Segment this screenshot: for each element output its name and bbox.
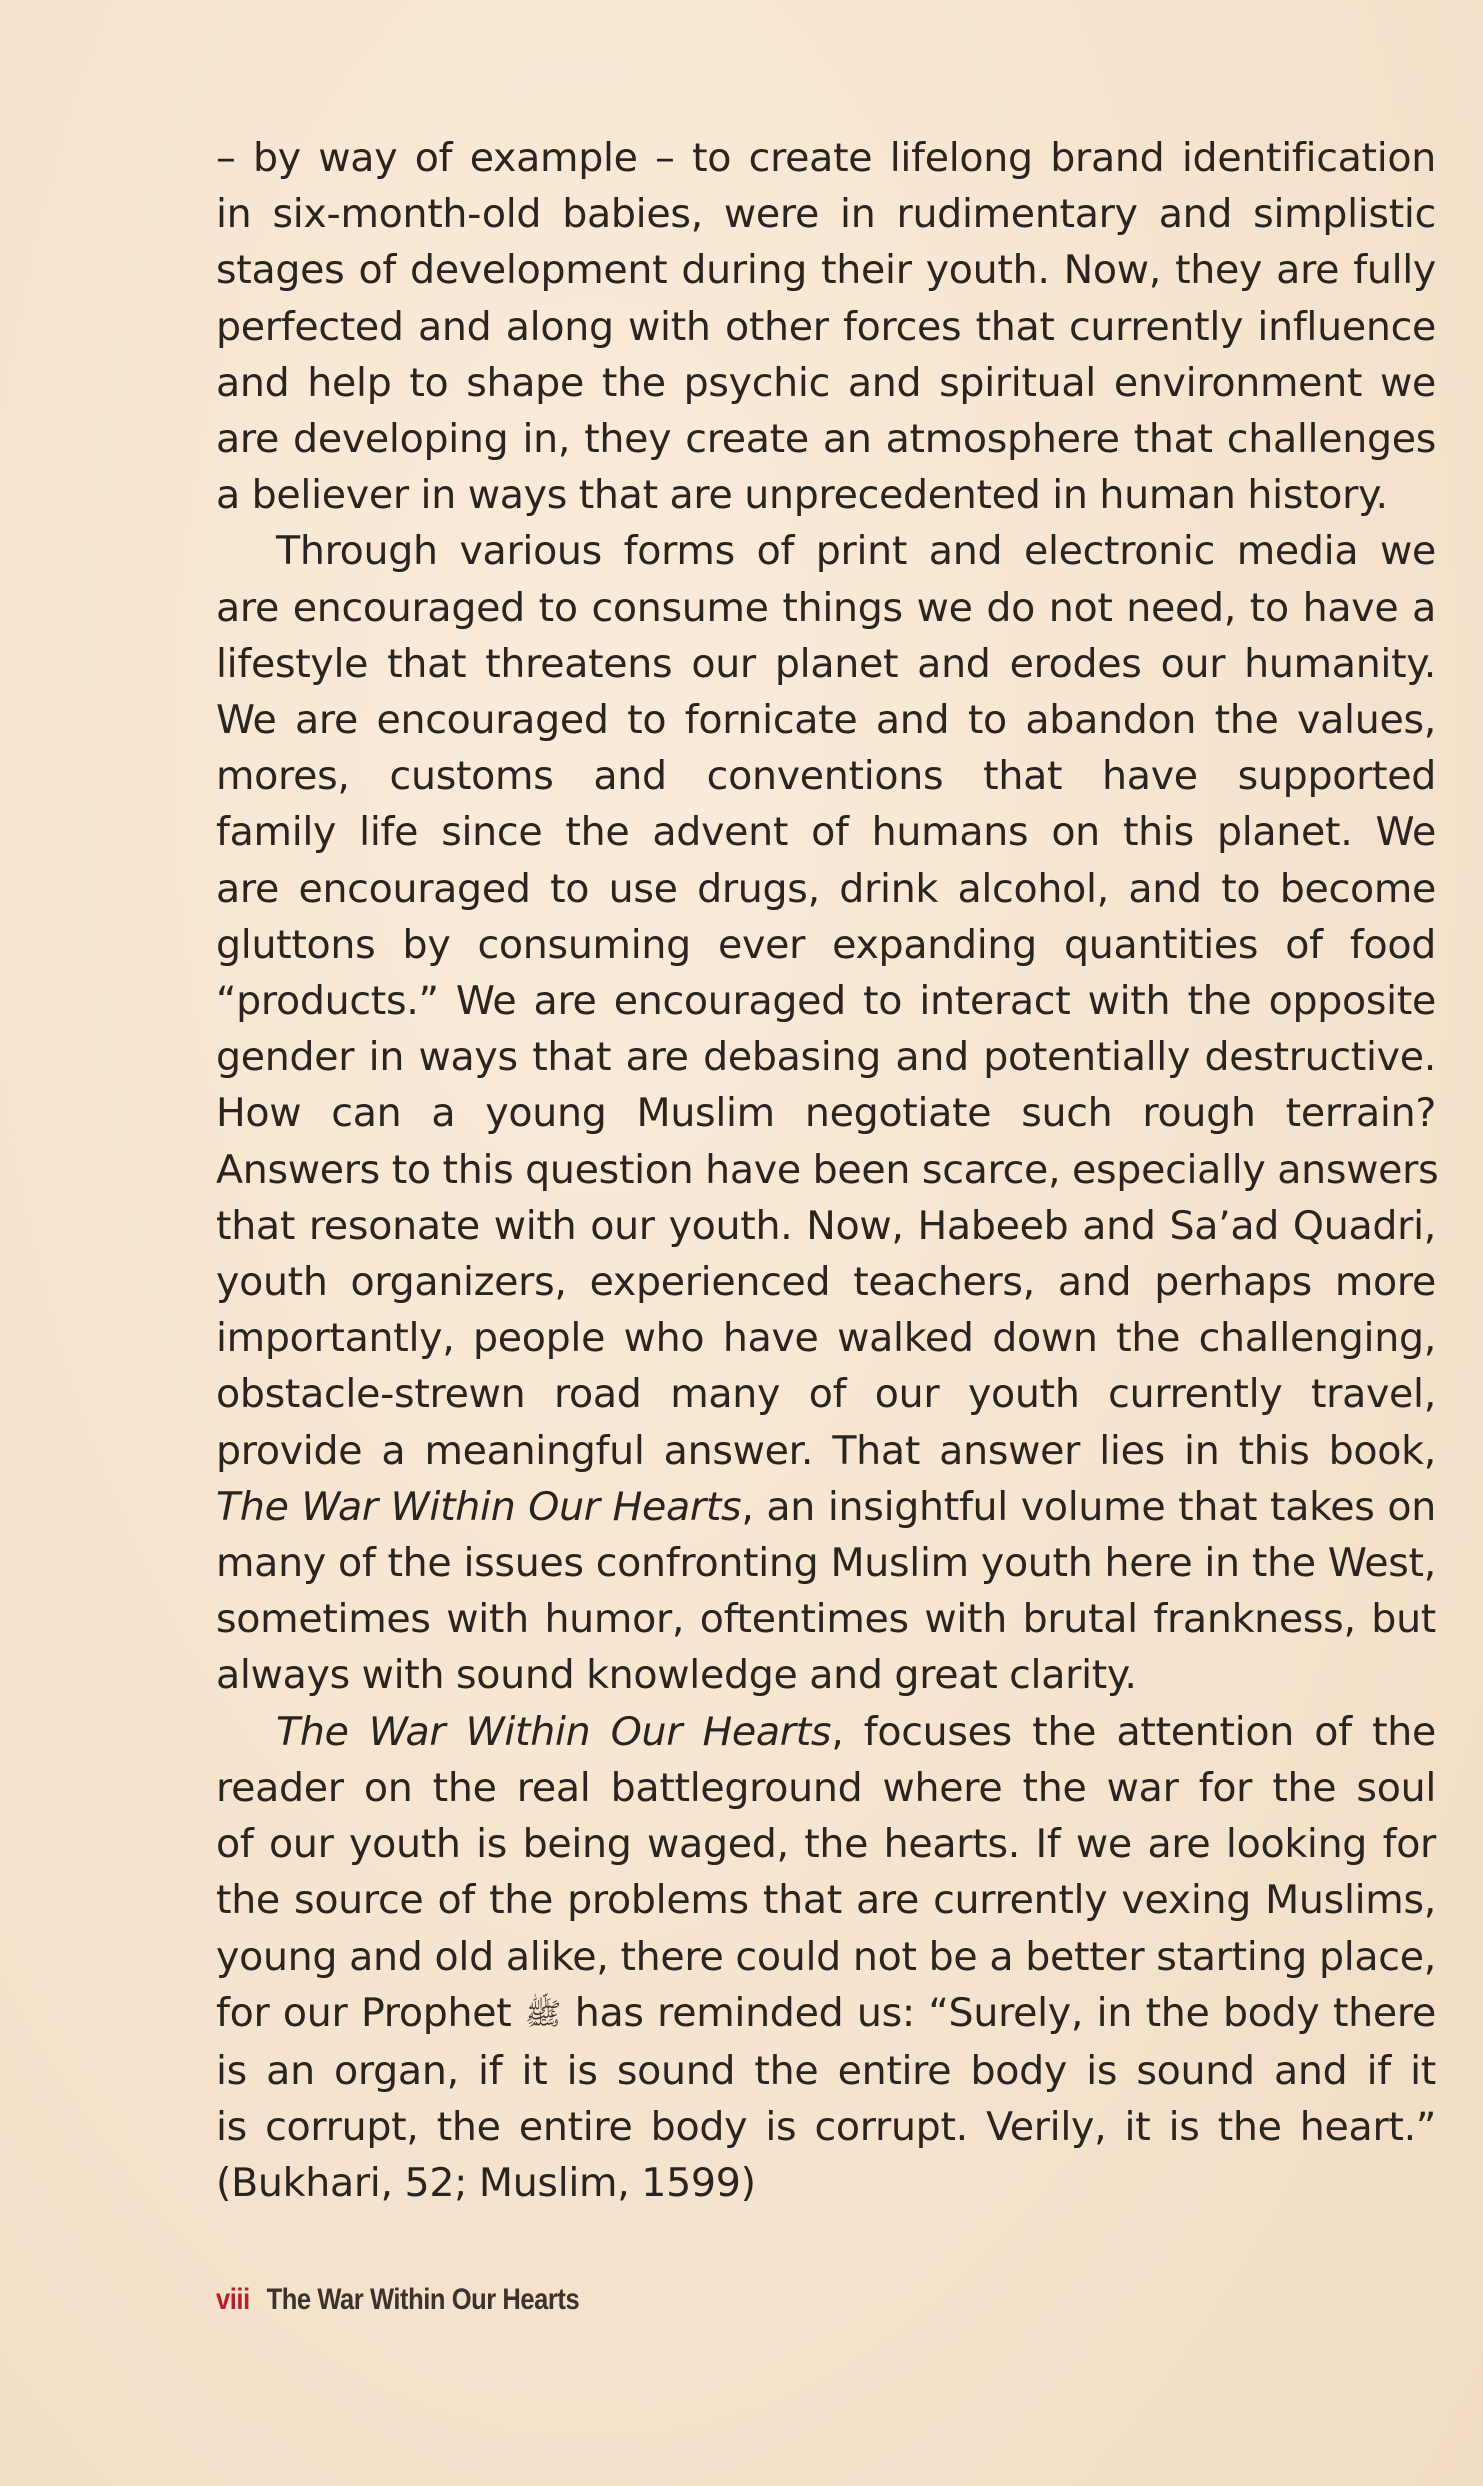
text-line: is corrupt, the entire body is corrupt. Verily, it is the heart.” (216, 2104, 1436, 2151)
text-line: family life since the advent of humans on this planet. We (216, 809, 1436, 856)
text-line: provide a meaningful answer. That answer lies in this book, (216, 1427, 1436, 1474)
text-line: are encouraged to use drugs, drink alcohol, and to become (216, 865, 1436, 912)
text-line: the source of the problems that are currently vexing Muslims, (216, 1877, 1436, 1924)
text-line-with-title (216, 1704, 1436, 1760)
text-line: lifestyle that threatens our planet and erodes our humanity. (216, 640, 1436, 687)
paragraph-1 (216, 130, 1436, 523)
text-line: and help to shape the psychic and spiritual environment we (216, 359, 1436, 406)
text-line: is an organ, if it is sound the entire body is sound and if it (216, 2047, 1436, 2094)
text-line: – by way of example – to create lifelong brand identification (216, 135, 1436, 181)
text-line: many of the issues confronting Muslim youth here in the West, (216, 1540, 1436, 1587)
text-line: mores, customs and conventions that have supported (216, 753, 1436, 800)
text-line: How can a young Muslim negotiate such rough terrain? (216, 1090, 1436, 1137)
paragraph-2 (216, 523, 1439, 1703)
text-line: a believer in ways that are unprecedented in human history. (216, 472, 1388, 519)
text-line: perfected and along with other forces that currently influence (216, 303, 1436, 350)
text-line: young and old alike, there could not be a better starting place, (216, 1933, 1436, 1980)
page-number: viii (216, 2283, 250, 2316)
text-line: are developing in, they create an atmosphere that challenges (216, 416, 1436, 463)
text-line-with-honorific (216, 1985, 1436, 2043)
text-run: , an insightful volume that takes on (741, 1483, 1436, 1530)
book-title: The War Within Our Hearts (216, 1483, 742, 1530)
text-line-with-title (216, 1479, 1436, 1535)
text-line: reader on the real battleground where the war for the soul (216, 1764, 1436, 1811)
text-line: “products.” We are encouraged to interact with the opposite (216, 978, 1436, 1025)
text-line: in six-month-old babies, were in rudimentary and simplistic (216, 191, 1436, 238)
text-run: has reminded us: “Surely, in the body there (574, 1989, 1436, 2036)
text-line: gluttons by consuming ever expanding quantities of food (216, 921, 1436, 968)
salawat-honorific-icon: ﷺ (524, 1996, 562, 2032)
paragraph-3 (216, 1704, 1436, 2212)
text-line: stages of development during their youth. Now, they are fully (216, 247, 1436, 294)
text-line: sometimes with humor, oftentimes with brutal frankness, but (216, 1596, 1436, 1643)
text-line: that resonate with our youth. Now, Habeeb and Sa’ad Quadri, (216, 1202, 1436, 1249)
text-line: Answers to this question have been scarce, especially answers (216, 1146, 1439, 1193)
text-line: Through various forms of print and electronic media we (276, 528, 1436, 575)
text-line: obstacle-strewn road many of our youth currently travel, (216, 1371, 1436, 1418)
page-body (216, 130, 1439, 2212)
text-line: are encouraged to consume things we do not need, to have a (216, 584, 1436, 631)
text-run: for our Prophet (216, 1989, 512, 2036)
text-line: of our youth is being waged, the hearts. If we are looking for (216, 1821, 1436, 1868)
running-title: The War Within Our Hearts (266, 2283, 580, 2316)
book-title: The War Within Our Hearts (276, 1708, 832, 1755)
text-run: , focuses the attention of the (831, 1708, 1436, 1755)
text-line: youth organizers, experienced teachers, and perhaps more (216, 1259, 1436, 1306)
text-line: always with sound knowledge and great clarity. (216, 1652, 1137, 1699)
page-footer (216, 2283, 579, 2317)
text-line: importantly, people who have walked down the challenging, (216, 1315, 1436, 1362)
text-line: (Bukhari, 52; Muslim, 1599) (216, 2160, 756, 2207)
text-line: gender in ways that are debasing and potentially destructive. (216, 1034, 1436, 1081)
text-line: We are encouraged to fornicate and to abandon the values, (216, 697, 1436, 744)
